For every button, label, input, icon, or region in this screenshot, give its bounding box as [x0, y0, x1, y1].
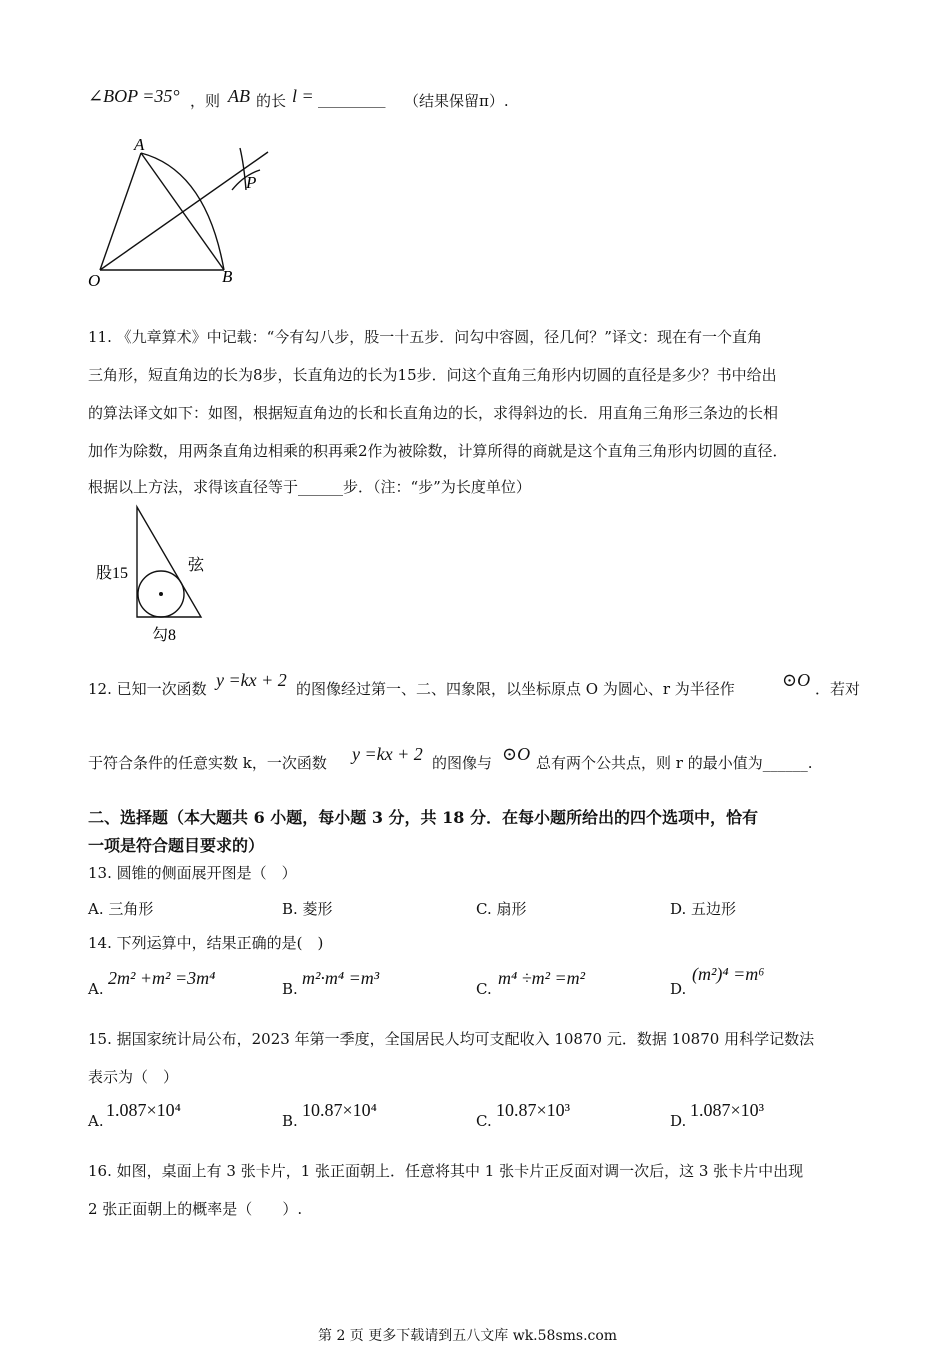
label-gou-8: 勾8	[152, 627, 177, 644]
q11-line-3: 的算法译文如下：如图，根据短直角边的长和长直角边的长，求得斜边的长．用直角三角形三条边的长相	[88, 404, 779, 422]
q11-line-4: 加作为除数，用两条直角边相乘的积再乘2作为被除数，计算所得的商就是这个直角三角形内切圆的直径．	[88, 442, 788, 460]
q10-then: ，则	[190, 92, 221, 110]
q15-line-2: 表示为（ ）	[88, 1068, 179, 1086]
q11-line-2: 三角形，短直角边的长为8步，长直角边的长为15步．问这个直角三角形内切圆的直径是多少？书中给出	[88, 366, 777, 384]
section-2-line-2: 一项是符合题目要求的）	[88, 836, 265, 855]
label-xian: 弦	[188, 557, 205, 574]
arc-ab: AB	[228, 86, 250, 106]
q11-line-5: 根据以上方法，求得该直径等于______步．（注：“步”为长度单位）	[88, 478, 531, 496]
q15-option-a-letter: A.	[88, 1112, 104, 1130]
q15-option-c-expr: 10.87×10³	[496, 1100, 571, 1120]
q12-line1-c: ．若对	[815, 680, 861, 698]
label-b: B	[222, 267, 233, 286]
q11-line-1: 11. 《九章算术》中记载：“今有勾八步，股一十五步．问勾中容圆，径几何？”译文：现在有一个直角	[88, 328, 762, 346]
label-gu-15: 股15	[96, 565, 129, 582]
q12-circle-1: ⊙O	[782, 670, 811, 690]
q12-formula-2: y =kx + 2	[352, 744, 423, 764]
angle-bop: ∠BOP =35°	[88, 86, 180, 106]
q15-option-a-expr: 1.087×10⁴	[106, 1100, 181, 1120]
q12-line1-a: 12. 已知一次函数	[88, 680, 207, 698]
q10-blank: _________	[318, 90, 386, 108]
q13-option-a: A. 三角形	[88, 900, 154, 918]
q14-option-b-letter: B.	[282, 980, 298, 998]
q14-option-c-expr: m⁴ ÷m² =m²	[498, 968, 586, 988]
q12-line2-a: 于符合条件的任意实数 k，一次函数	[88, 754, 327, 772]
section-2-line-1: 二、选择题（本大题共 6 小题，每小题 3 分，共 18 分．在每小题所给出的四个选项中，恰有	[88, 808, 758, 827]
q14-option-a-expr: 2m² +m² =3m⁴	[108, 968, 216, 988]
q15-option-d-expr: 1.087×10³	[690, 1100, 765, 1120]
q12-line1-b: 的图像经过第一、二、四象限，以坐标原点 O 为圆心、r 为半径作	[296, 680, 735, 698]
q14-option-a-letter: A.	[88, 980, 104, 998]
q16-line-1: 16. 如图，桌面上有 3 张卡片，1 张正面朝上．任意将其中 1 张卡片正反面对调一次后，这 3 张卡片中出现	[88, 1162, 804, 1180]
q13-stem: 13. 圆锥的侧面展开图是（ ）	[88, 864, 297, 882]
q15-option-c-letter: C.	[476, 1112, 492, 1130]
q12-line2-c: 总有两个公共点，则 r 的最小值为______.	[536, 754, 813, 772]
q15-option-b-letter: B.	[282, 1112, 298, 1130]
q14-option-d-letter: D.	[670, 980, 687, 998]
q12-circle-2: ⊙O	[502, 744, 531, 764]
q13-option-d: D. 五边形	[670, 900, 737, 918]
q14-option-c-letter: C.	[476, 980, 492, 998]
q15-option-d-letter: D.	[670, 1112, 687, 1130]
q13-option-b: B. 菱形	[282, 900, 333, 918]
q16-line-2: 2 张正面朝上的概率是（ ）.	[88, 1200, 303, 1218]
q14-stem: 14. 下列运算中，结果正确的是( )	[88, 934, 324, 952]
q13-option-c: C. 扇形	[476, 900, 527, 918]
label-a: A	[134, 135, 145, 154]
q15-option-b-expr: 10.87×10⁴	[302, 1100, 377, 1120]
q10-length-of: 的长	[256, 92, 287, 110]
label-p: P	[246, 173, 257, 192]
q12-formula-1: y =kx + 2	[216, 670, 287, 690]
incircle-center	[159, 592, 163, 596]
page-footer: 第 2 页 更多下载请到五八文库 wk.58sms.com	[318, 1328, 618, 1344]
q12-line2-b: 的图像与	[432, 754, 493, 772]
l-equals: l =	[292, 86, 314, 106]
label-o: O	[88, 271, 101, 290]
q10-note: （结果保留π）.	[404, 92, 509, 110]
q14-option-b-expr: m²·m⁴ =m³	[302, 968, 380, 988]
q15-line-1: 15. 据国家统计局公布，2023 年第一季度，全国居民人均可支配收入 10870 元．数据 10870 用科学记数法	[88, 1030, 815, 1048]
q14-option-d-expr: (m²)⁴ =m⁶	[692, 964, 765, 984]
